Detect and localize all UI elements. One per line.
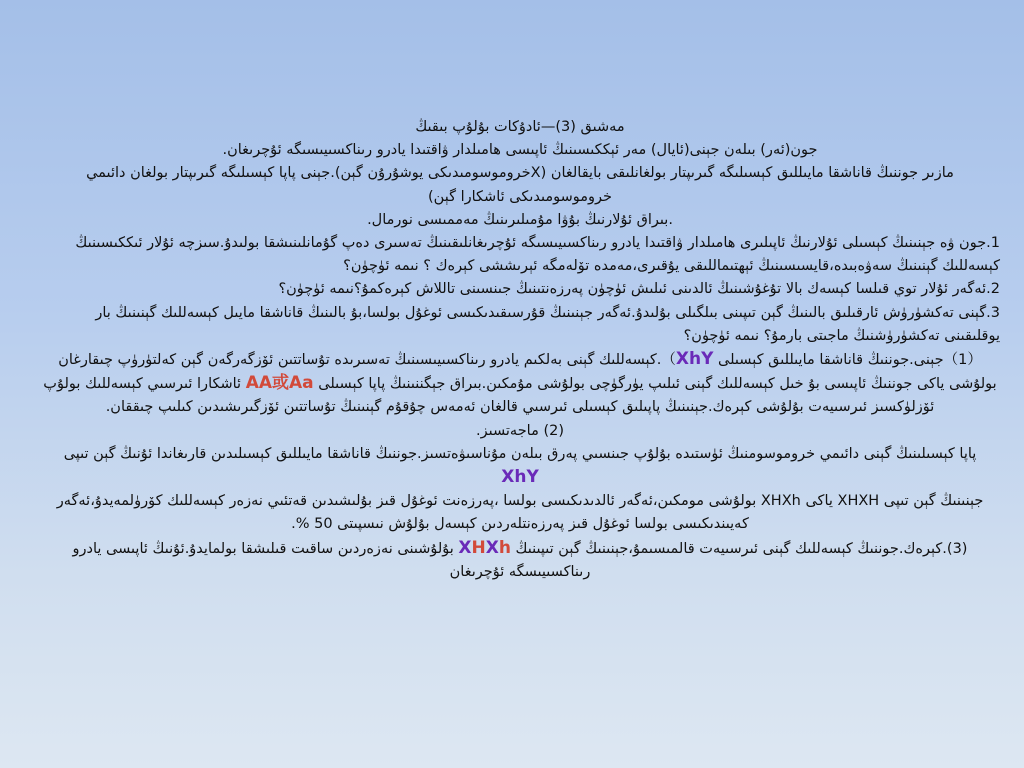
answer-2-body: پاپا كېسىلىنىڭ گېنى دائىمي خروموسومنىڭ ئۈستىدە بۇلۇپ جىنسىي پەرق بىلەن مۇناسىۋەتسىز.جوننىڭ قاناشقا مايىللىق كېسىلىدىن قارىغاندا ئۇنىڭ گېن تىپى	[63, 445, 977, 462]
answer-3-intro: (3).كېرەك.جوننىڭ كېسەللىك گېنى ئىرسىيەت قالمىسىمۇ،جېنىنىڭ گېن تىپىنىڭ	[510, 540, 968, 557]
intro-paragraph-2: مازىر جوننىڭ قاناشقا مايىللىق كېسىلىگە گىرىپتار بولغانلىقى بايقالغان (Xخروموسومىدىكى يوشۇرۇن گېن).جېنى پاپا كېسىلىگە گىرىپتار بولغان دائىمي خروموسومىدىكى ئاشكارا گېن)	[86, 165, 954, 205]
answer-1	[40, 348, 1000, 420]
answer-1-tail: ئاشكارا ئىرسىي كېسەللىك بولۇپ ئۆزلۈكسىز ئىرسىيەت بۇلۇشى كېرەك.جېنىنىڭ پاپىلىق كېسىلى ئىرسىي قالغان ئەمەس چۇقۇم گېنىنىڭ تۇساتتىن ئۆزگىرىشىدىن كىلىپ چىققان.	[43, 376, 935, 416]
answer-2	[40, 443, 1000, 490]
genotype-xhy-1: XhY	[675, 349, 714, 370]
question-1: 1.جون ۋە جېنىنىڭ كېسىلى ئۇلارنىڭ ئاپىلىرى هامىلدار ۋاقتىدا يادرو رىناكسىيىسىگە ئۇچرىغانلىقىنىڭ تەسىرى دەپ گۇمانلىنىشقا بولىدۇ.سىزچە ئۇلار ئىككىسىنىڭ كېسەللىك گېنىنىڭ سەۋەبىدە،قايسىسىنىڭ ئېھتىماللىقى يۇقىرى،مەمدە تۆلەمگە ئېرىششى كېرەك ؟ نىمە ئۈچۈن؟	[75, 235, 1000, 275]
answer-2-continued: جېنىنىڭ گېن تىپى XHXH ياكى XHXh بولۇشى مومكىن،ئەگەر ئالدىدىكىسى بولسا ،پەرزەنت ئوغۇل قىز بۇلىشىدىن قەتئىي نەزەر كېسەللىك كۆرۈلمەيدۇ،ئەگەر كەيىندىكىسى بولسا ئوغۇل قىز پەرزەنتلەردىن كېسەل بۇلۇش نىسپىتى 50 %.	[56, 493, 984, 533]
answer-1-intro: （1）جېنى.جوننىڭ قاناشقا مايىللىق كېسىلى	[713, 352, 982, 369]
answer-2-heading: (2) ماجەتسىز.	[475, 422, 565, 439]
exercise-title: مەشىق (3)—ئادۇكات بۇلۇپ بىقىڭ	[415, 119, 625, 135]
intro-paragraph-1: جون(ئەر) بىلەن جېنى(ئايال) مەر ئېككىسىنىڭ ئاپىسى هامىلدار ۋاقتىدا يادرو رىناكسىيىسىگە ئۇچرىغان.	[222, 142, 818, 159]
answer-3-tail: بۇلۇشىنى نەزەردىن ساقىت قىلىشقا بولمايدۇ.ئۇنىڭ ئاپىسى يادرو رىناكسىيىسگە ئۇچرىغان	[72, 540, 591, 580]
question-3: 3.گېنى تەكشۈرۈش ئارقىلىق بالىنىڭ گېن تىپىنى بىلگىلى بۇلىدۇ.ئەگەر جېنىنىڭ قۇرسىقىدىكىسى ئوغۇل بولسا،بۇ بالىنىڭ قاناشقا مايىل كېسەللىك گېنىنىڭ بار يوقلىقىنى تەكشۈرۈشنىڭ ماجىتى بارمۇ؟ نىمە ئۈچۈن؟	[95, 304, 1000, 344]
question-2: 2.ئەگەر ئۇلار توي قىلسا كېسەك بالا تۇغۇشىنىڭ ئالدىنى ئىلىش ئۈچۈن پەرزەنتىنىڭ جىنسىنى تاللاش كېرەكمۇ؟نىمە ئۈچۈن؟	[278, 281, 1000, 298]
genotype-xhxh: XHXh	[458, 537, 511, 558]
answer-3	[40, 537, 1000, 584]
slide-content	[40, 116, 1000, 584]
genotype-xhy-2: XhY	[501, 467, 539, 488]
intro-paragraph-3: .بىراق ئۇلارنىڭ بۇۋا مۇمىلىرىنىڭ مەممىسى نورمال.	[367, 211, 673, 228]
answer-1-body: ）.كېسەللىك گېنى بەلكىم يادرو رىناكسىيىسىنىڭ تەسىرىدە تۇساتتىن ئۆزگەرگەن گېن كەلتۈرۈپ چىقارغان بولۇشى ياكى جوننىڭ ئاپىسى بۇ خىل كېسەللىك گېنى ئىلىپ يۈرگۈچى بولۇشى مۇمكىن.بىراق جېگننىنىڭ پاپا كېسىلى	[58, 352, 997, 393]
genotype-aa: AA或Aa	[245, 373, 314, 394]
